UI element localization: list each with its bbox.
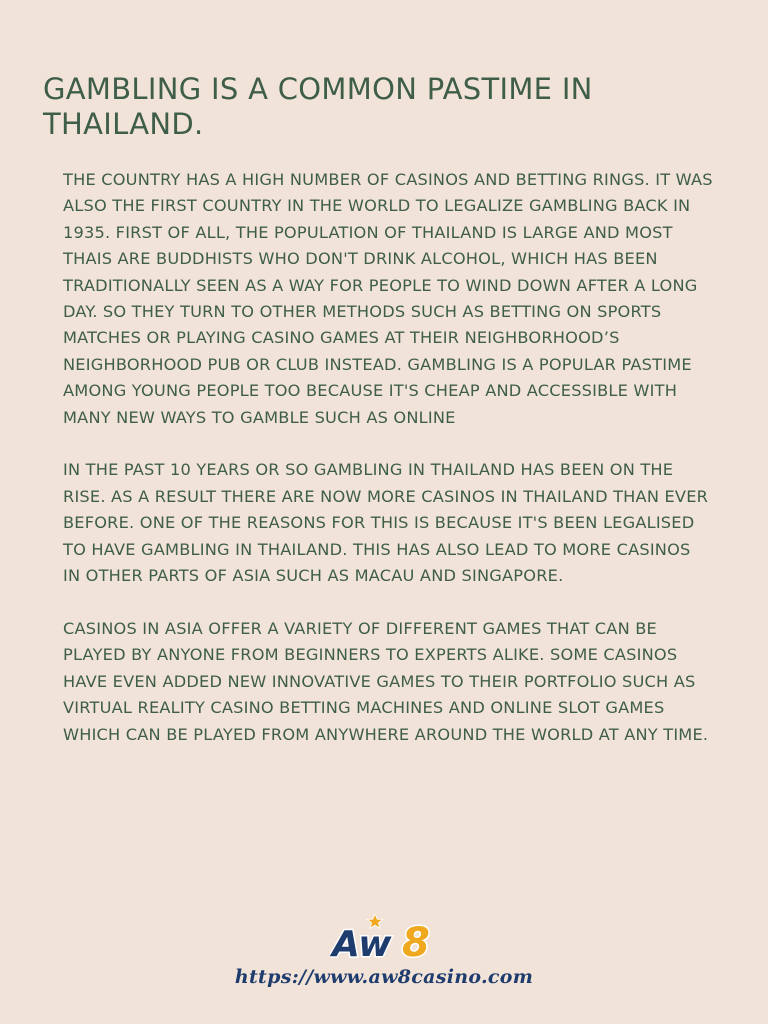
paragraph-2: IN THE PAST 10 YEARS OR SO GAMBLING IN THAILAND HAS BEEN ON THE RISE. AS A RESULT THERE ARE NOW MORE CASINOS IN THAILAND THAN EVER BEFORE. ONE OF THE REASONS FOR THIS IS BECAUSE IT'S BEEN LEGALISED TO HAVE GAMBLING IN THAILAND. THIS HAS ALSO LEAD TO MORE CASINOS IN OTHER PARTS OF ASIA SUCH AS MACAU AND SINGAPORE. <box>63 460 709 586</box>
paragraph-3: CASINOS IN ASIA OFFER A VARIETY OF DIFFERENT GAMES THAT CAN BE PLAYED BY ANYONE FROM BEGINNERS TO EXPERTS ALIKE. SOME CASINOS HAVE EVEN ADDED NEW INNOVATIVE GAMES TO THEIR PORTFOLIO SUCH AS VIRTUAL REALITY CASINO BETTING MACHINES AND ONLINE SLOT GAMES WHICH CAN BE PLAYED FROM ANYWHERE AROUND THE WORLD AT ANY TIME. <box>63 618 709 744</box>
website-url[interactable]: https://www.aw8casino.com <box>234 966 534 988</box>
aw8-logo <box>330 910 446 966</box>
article-body <box>63 167 713 774</box>
page-title: GAMBLING IS A COMMON PASTIME IN THAILAND. <box>43 72 593 141</box>
logo-text-aw: Aw <box>332 924 392 965</box>
logo-text-8: 8 <box>402 920 430 966</box>
paragraph-1: THE COUNTRY HAS A HIGH NUMBER OF CASINOS AND BETTING RINGS. IT WAS ALSO THE FIRST COUNTRY IN THE WORLD TO LEGALIZE GAMBLING BACK IN 1935. FIRST OF ALL, THE POPULATION OF THAILAND IS LARGE AND MOST THAIS ARE BUDDHISTS WHO DON'T DRINK ALCOHOL, WHICH HAS BEEN TRADITIONALLY SEEN AS A WAY FOR PEOPLE TO WIND DOWN AFTER A LONG DAY. SO THEY TURN TO OTHER METHODS SUCH AS BETTING ON SPORTS MATCHES OR PLAYING CASINO GAMES AT THEIR NEIGHBORHOOD’S NEIGHBORHOOD PUB OR CLUB INSTEAD. GAMBLING IS A POPULAR PASTIME AMONG YOUNG PEOPLE TOO BECAUSE IT'S CHEAP AND ACCESSIBLE WITH MANY NEW WAYS TO GAMBLE SUCH AS ONLINE <box>63 170 713 427</box>
